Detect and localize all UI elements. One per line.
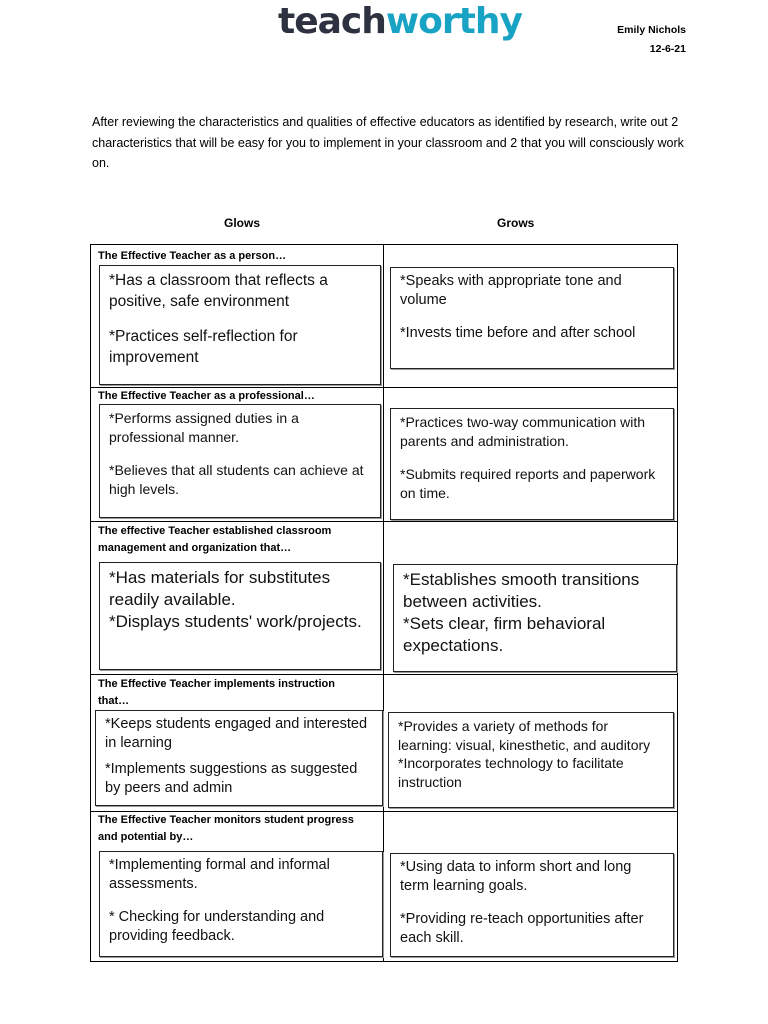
- section-label: The effective Teacher established classroom management and organization that…: [98, 525, 332, 554]
- glows-box: [99, 562, 381, 670]
- grow-item: *Practices two-way communication with parents and administration.: [400, 414, 646, 449]
- glow-item: *Keeps students engaged and interested in learning: [105, 716, 368, 751]
- author-block: [617, 21, 686, 59]
- teachworthy-logo: [278, 2, 522, 48]
- grow-item: *Speaks with appropriate tone and volume: [400, 273, 622, 308]
- grow-item: *Provides a variety of methods for learning: visual, kinesthetic, and auditory: [398, 718, 651, 753]
- glows-box: [99, 404, 381, 518]
- section-label: The Effective Teacher monitors student progress and potential by…: [98, 814, 354, 843]
- grows-box: [390, 408, 674, 520]
- glow-item: *Performs assigned duties in a professional manner.: [109, 410, 299, 445]
- author-date: 12-6-21: [649, 43, 686, 55]
- glows-box: [99, 851, 383, 957]
- grows-heading: Grows: [497, 216, 535, 230]
- glows-box: [95, 710, 383, 806]
- glow-item: * Checking for understanding and providing feedback.: [109, 909, 325, 944]
- grow-item: *Submits required reports and paperwork on time.: [400, 466, 656, 501]
- author-name: Emily Nichols: [617, 24, 686, 36]
- grow-item: *Providing re-teach opportunities after each skill.: [400, 911, 644, 946]
- row-divider: [91, 521, 677, 522]
- glows-box: [99, 265, 381, 385]
- section-label: The Effective Teacher as a person…: [98, 250, 287, 262]
- glows-grows-table: [90, 244, 678, 962]
- section-label: The Effective Teacher implements instruction that…: [98, 678, 335, 707]
- glow-item: *Has materials for substitutes readily available.: [109, 568, 331, 609]
- glow-item: *Has a classroom that reflects a positive, safe environment: [109, 272, 328, 310]
- glow-item: *Displays students' work/projects.: [109, 612, 362, 631]
- grows-box: [390, 853, 674, 957]
- grow-item: *Establishes smooth transitions between activities.: [403, 570, 640, 611]
- glow-item: *Implementing formal and informal assessments.: [109, 857, 330, 892]
- assignment-prompt: After reviewing the characteristics and qualities of effective educators as identified by research, write out 2 characteristics that will be easy for you to implement in your classroom and 2 that you will consciously work on.: [92, 115, 684, 170]
- grow-item: *Incorporates technology to facilitate instruction: [398, 755, 624, 790]
- glow-item: *Practices self-reflection for improvement: [109, 328, 298, 366]
- grows-box: [390, 267, 674, 369]
- grow-item: *Sets clear, firm behavioral expectations.: [403, 614, 606, 655]
- logo-worthy: worthy: [385, 1, 522, 42]
- grow-item: *Using data to inform short and long term learning goals.: [400, 859, 632, 894]
- grow-item: *Invests time before and after school: [400, 325, 636, 341]
- column-divider: [383, 245, 384, 961]
- grows-box: [388, 712, 674, 808]
- grows-box: [393, 564, 677, 672]
- glows-heading: Glows: [224, 216, 261, 230]
- glow-item: *Implements suggestions as suggested by peers and admin: [105, 761, 358, 796]
- section-label: The Effective Teacher as a professional…: [98, 390, 315, 402]
- logo-teach: teach: [278, 1, 386, 42]
- row-divider: [91, 674, 677, 675]
- glow-item: *Believes that all students can achieve at high levels.: [109, 462, 364, 497]
